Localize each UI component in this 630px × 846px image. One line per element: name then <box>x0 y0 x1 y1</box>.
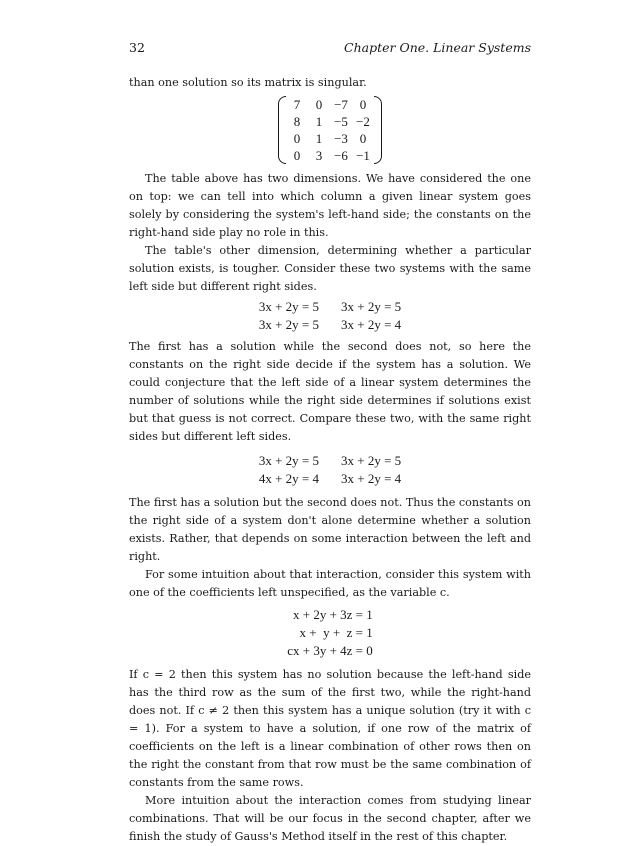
paragraph-3: The first has a solution while the second does not, so here the constants on the right side decide if the system has a solution. We could conjecture that the left side of a linear system determines the number of solutions while the right side determines if solutions exist but that guess is not correct. Compare these two, with the same right sides but different left sides. <box>129 340 531 443</box>
matrix-cell: 0 <box>359 131 367 146</box>
equation: 3x + 2y = 4 <box>341 317 402 332</box>
matrix-cell: 0 <box>315 97 323 112</box>
running-header <box>129 40 531 60</box>
system-left <box>259 298 319 334</box>
equation: 3x + 2y = 5 <box>258 299 319 314</box>
equation: x + y + z = 1 <box>299 625 373 640</box>
chapter-title: Chapter One. Linear Systems <box>344 40 531 55</box>
matrix-cell: −3 <box>334 131 348 146</box>
matrix-cell: 1 <box>315 114 323 129</box>
equation: 3x + 2y = 5 <box>341 299 402 314</box>
paragraph-7: More intuition about the interaction comes from studying linear combinations. That will be our focus in the second chapter, after we finish the study of Gauss's Method itself in the rest of this chapter. <box>129 794 531 843</box>
system-with-parameter <box>129 606 531 660</box>
system-c <box>287 606 373 660</box>
equation: 3x + 2y = 4 <box>341 471 402 486</box>
matrix-cell: 0 <box>293 148 301 163</box>
equation: 3x + 2y = 5 <box>258 453 319 468</box>
matrix-cell: 3 <box>315 148 323 163</box>
system-right <box>341 452 401 488</box>
page <box>129 40 531 846</box>
matrix-cell: 8 <box>293 114 301 129</box>
matrix-cell: −6 <box>334 148 348 163</box>
system-left <box>259 452 319 488</box>
paragraph-4: The first has a solution but the second does not. Thus the constants on the right side of a system don't alone determine whether a solution exists. Rather, that depends on some interaction between the left and right. <box>129 496 531 563</box>
systems-same-left <box>129 298 531 334</box>
matrix-row <box>286 130 374 147</box>
matrix-cell: 1 <box>315 131 323 146</box>
systems-same-right <box>129 452 531 488</box>
matrix-cell: −7 <box>334 97 348 112</box>
equation: x + 2y + 3z = 1 <box>293 607 373 622</box>
matrix-cell: −5 <box>334 114 348 129</box>
paragraph-2: The table's other dimension, determining whether a particular solution exists, is tougher. Consider these two systems with the same left side but different right sides. <box>129 244 531 293</box>
matrix-cell: −1 <box>356 148 370 163</box>
matrix-cell: −2 <box>356 114 370 129</box>
page-number: 32 <box>129 40 145 55</box>
matrix-row <box>286 147 374 164</box>
paragraph-0: than one solution so its matrix is singular. <box>129 76 367 89</box>
matrix-block <box>129 96 531 164</box>
system-right <box>341 298 401 334</box>
equation: 3x + 2y = 5 <box>341 453 402 468</box>
paragraph-6: If c = 2 then this system has no solution because the left-hand side has the third row as the sum of the first two, while the right-hand does not. If c ≠ 2 then this system has a unique solution (try it with c = 1). For a system to have a solution, if one row of the matrix of coefficients on the left is a linear combination of other rows then on the right the constant from that row must be the same combination of constants from the same rows. <box>129 668 531 789</box>
equation: 3x + 2y = 5 <box>258 317 319 332</box>
equation: cx + 3y + 4z = 0 <box>287 643 373 658</box>
paragraph-5: For some intuition about that interaction, consider this system with one of the coefficients left unspecified, as the variable c. <box>129 568 531 599</box>
matrix-row <box>286 113 374 130</box>
paragraph-1: The table above has two dimensions. We have considered the one on top: we can tell into which column a given linear system goes solely by considering the system's left-hand side; the constants on the right-hand side play no role in this. <box>129 172 531 239</box>
matrix-row <box>286 96 374 113</box>
matrix-cell: 7 <box>293 97 301 112</box>
equation: 4x + 2y = 4 <box>258 471 319 486</box>
matrix-cell: 0 <box>359 97 367 112</box>
matrix <box>278 96 382 164</box>
matrix-cell: 0 <box>293 131 301 146</box>
